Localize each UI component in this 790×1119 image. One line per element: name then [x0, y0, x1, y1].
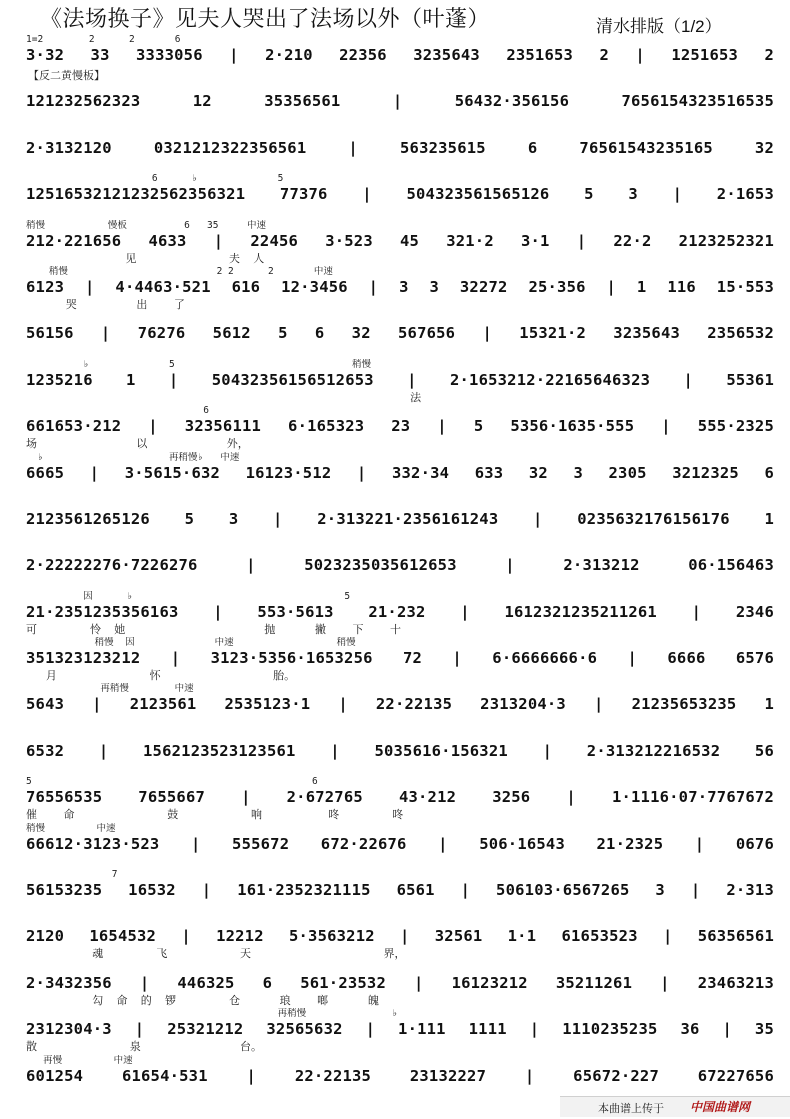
tempo-annotation: ♭ 5 稍慢: [26, 358, 372, 370]
notation-line: 121232562323 12 35356561 | 56432·356156 7656154323516535: [26, 92, 774, 111]
score-row: [26, 173, 774, 219]
tempo-annotation: 6: [26, 405, 210, 417]
score-row: [26, 591, 774, 637]
score-row: [26, 312, 774, 358]
tempo-annotation: 稍慢 因 中速 稍慢: [26, 637, 356, 649]
score-row: [26, 498, 774, 544]
score-row: [26, 452, 774, 498]
score-row: [26, 80, 774, 126]
tempo-annotation: 1=2 2 2 6: [26, 34, 181, 45]
tempo-annotation: [26, 80, 774, 92]
score-row: [26, 359, 774, 405]
score-row: [26, 266, 774, 312]
score-row: [26, 823, 774, 869]
notation-line: 212·221656 4633 | 22456 3·523 45 321·2 3·1 | 22·2 2123252321: [26, 231, 774, 250]
lyrics-line: [26, 530, 774, 543]
lyrics-line: 法: [26, 390, 422, 404]
score-row: [26, 544, 774, 590]
tempo-annotation: 再稍慢 ♭: [26, 1008, 398, 1020]
notation-line: 2312304·3 | 25321212 32565632 | 1·111 1111 | 1110235235 36 | 35: [26, 1020, 774, 1039]
lyrics-line: [26, 715, 774, 728]
upload-note: 本曲谱上传于: [598, 1103, 664, 1115]
score-row: [26, 776, 774, 822]
tempo-annotation: 稍慢 中速: [26, 822, 116, 834]
tempo-annotation: 再稍慢 中速: [26, 683, 194, 695]
notation-line: 2·22222276·7226276 | 5023235035612653 | 2·313212 06·156463: [26, 556, 774, 575]
lyrics-line: 哭 出 了: [26, 297, 185, 311]
tempo-annotation: [26, 730, 774, 742]
notation-line: 76556535 7655667 | 2·672765 43·212 3256 | 1·1116·07·7767672: [26, 788, 774, 807]
score-row: [26, 915, 774, 961]
notation-line: 1235216 1 | 50432356156512653 | 2·1653212·22165646323 | 55361: [26, 370, 774, 389]
tempo-annotation: [26, 127, 774, 139]
score-row: [26, 637, 774, 683]
notation-line: 5643 | 2123561 2535123·1 | 22·22135 2313204·3 | 21235653235 1: [26, 695, 774, 714]
page-footer: [560, 1096, 790, 1117]
score-row: [26, 869, 774, 915]
score-row: [26, 1055, 774, 1101]
lyrics-line: [26, 484, 774, 497]
lyrics-line: [26, 205, 774, 218]
lyrics-line: [26, 159, 774, 172]
lyrics-line: [26, 112, 774, 125]
notation-line: 2123561265126 5 3 | 2·313221·2356161243 | 0235632176156176 1: [26, 509, 774, 528]
score-row: [26, 962, 774, 1008]
lyrics-line: [26, 344, 774, 357]
notation-line: 601254 61654·531 | 22·22135 23132227 | 65672·227 67227656: [26, 1066, 774, 1085]
lyrics-line: 勾 命 的 锣 仓 琅 啷 魄: [26, 993, 379, 1007]
notation-line: 661653·212 | 32356111 6·165323 23 | 5 5356·1635·555 | 555·2325: [26, 417, 774, 436]
notation-line: 56153235 16532 | 161·2352321115 6561 | 506103·6567265 3 | 2·313: [26, 881, 774, 900]
score-body: [26, 34, 774, 1101]
notation-line: 2·3132120 0321212322356561 | 563235615 6 76561543235165 32: [26, 138, 774, 157]
notation-line: 6532 | 1562123523123561 | 5035616·156321 | 2·313212216532 56: [26, 741, 774, 760]
notation-line: 56156 | 76276 5612 5 6 32 567656 | 15321·2 3235643 2356532: [26, 324, 774, 343]
score-row: [26, 34, 774, 80]
lyrics-line: 场 以 外，: [26, 437, 249, 451]
tempo-annotation: [26, 915, 774, 927]
notation-line: 3·32 33 3333056 | 2·210 22356 3235643 2351653 2 | 1251653 2: [26, 46, 774, 64]
score-row: [26, 683, 774, 729]
notation-line: 66612·3123·523 | 555672 672·22676 | 506·16543 21·2325 | 0676: [26, 834, 774, 853]
score-row: [26, 220, 774, 266]
tempo-annotation: 再慢 中速: [26, 1054, 133, 1066]
tempo-annotation: ♭ 再稍慢♭ 中速: [26, 451, 240, 463]
score-title: 《法场换子》见夫人哭出了法场以外（叶蓬）: [40, 7, 491, 32]
tempo-annotation: [26, 962, 774, 974]
notation-line: 2120 1654532 | 12212 5·3563212 | 32561 1·1 61653523 | 56356561: [26, 927, 774, 946]
tempo-annotation: 稍慢 慢板 6 35 中速: [26, 219, 267, 231]
site-logo: 中国曲谱网: [690, 1100, 751, 1114]
notation-line: 6123 | 4·4463·521 616 12·3456 | 3 3 32272 25·356 | 1 116 15·553: [26, 277, 774, 296]
score-row: [26, 405, 774, 451]
score-row: [26, 127, 774, 173]
score-row: [26, 730, 774, 776]
lyrics-line: 散 泉 台。: [26, 1040, 263, 1054]
lyrics-line: 见 夫 人: [26, 251, 265, 265]
mode-label: 【反二黄慢板】: [28, 70, 105, 82]
lyrics-line: 魂 飞 天 界，: [26, 947, 406, 961]
notation-line: 12516532121232562356321 77376 | 504323561565126 5 3 | 2·1653: [26, 185, 774, 204]
tempo-annotation: [26, 498, 774, 510]
tempo-annotation: [26, 312, 774, 324]
lyrics-line: 月 怀 胎。: [26, 669, 296, 683]
score-row: [26, 1008, 774, 1054]
lyrics-line: 催 命 鼓 响 咚 咚: [26, 808, 404, 822]
notation-line: 6665 | 3·5615·632 16123·512 | 332·34 633 32 3 2305 3212325 6: [26, 463, 774, 482]
notation-line: 21·2351235356163 | 553·5613 21·232 | 1612321235211261 | 2346: [26, 602, 774, 621]
lyrics-line: [26, 762, 774, 775]
tempo-annotation: 因 ♭ 5: [26, 590, 351, 602]
lyrics-line: [26, 855, 774, 868]
tempo-annotation: 6 ♭ 5: [26, 173, 284, 185]
lyrics-line: [136, 66, 790, 79]
tempo-annotation: 7: [26, 869, 118, 881]
edition-label: 清水排版（1/2）: [596, 17, 722, 36]
lyrics-line: 可 怜 她 抛 撇 下 十: [26, 622, 402, 636]
notation-line: 351323123212 | 3123·5356·1653256 72 | 6·6666666·6 | 6666 6576: [26, 649, 774, 668]
tempo-annotation: [26, 544, 774, 556]
notation-line: 2·3432356 | 446325 6 561·23532 | 16123212 35211261 | 23463213: [26, 973, 774, 992]
tempo-annotation: 5 6: [26, 776, 318, 788]
lyrics-line: [26, 901, 774, 914]
lyrics-line: [26, 576, 774, 589]
tempo-annotation: 稍慢 2 2 2 中速: [26, 265, 333, 277]
